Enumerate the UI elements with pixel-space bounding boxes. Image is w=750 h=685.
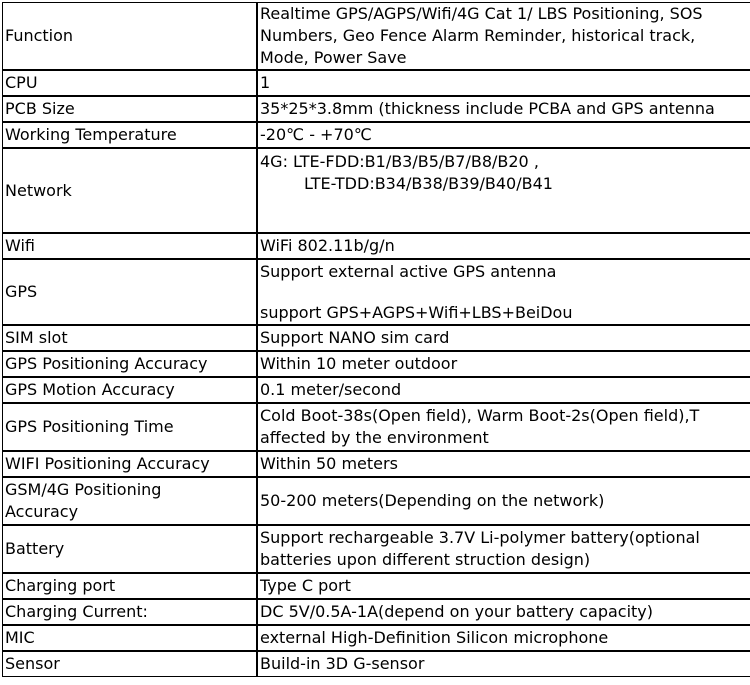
row-value: 4G: LTE-FDD:B1/B3/B5/B7/B8/B20 , LTE-TDD:B34/B38/B39/B40/B41 xyxy=(257,148,750,233)
table-row xyxy=(2,351,750,377)
spec-table xyxy=(2,2,750,677)
table-row xyxy=(2,625,750,651)
table-row xyxy=(2,477,750,525)
table-row xyxy=(2,148,750,233)
row-value: WiFi 802.11b/g/n xyxy=(257,233,750,259)
table-row xyxy=(2,2,750,70)
table-row xyxy=(2,377,750,403)
table-row xyxy=(2,96,750,122)
row-value: Support rechargeable 3.7V Li-polymer battery(optional batteries upon different struction design) xyxy=(257,525,750,573)
table-row xyxy=(2,599,750,625)
row-label: SIM slot xyxy=(2,325,257,351)
row-label: GSM/4G Positioning Accuracy xyxy=(2,477,257,525)
row-value: DC 5V/0.5A-1A(depend on your battery capacity) xyxy=(257,599,750,625)
row-value: Realtime GPS/AGPS/Wifi/4G Cat 1/ LBS Positioning, SOS Numbers, Geo Fence Alarm Reminder, historical track, Mode, Power Save xyxy=(257,2,750,70)
table-row xyxy=(2,233,750,259)
row-label: GPS Positioning Time xyxy=(2,403,257,451)
row-label: GPS Motion Accuracy xyxy=(2,377,257,403)
row-value: external High-Definition Silicon microphone xyxy=(257,625,750,651)
row-label: MIC xyxy=(2,625,257,651)
row-label: Working Temperature xyxy=(2,122,257,148)
row-label: Wifi xyxy=(2,233,257,259)
row-value: Build-in 3D G-sensor xyxy=(257,651,750,677)
row-label: GPS Positioning Accuracy xyxy=(2,351,257,377)
table-row xyxy=(2,325,750,351)
row-label: Battery xyxy=(2,525,257,573)
table-row xyxy=(2,573,750,599)
table-row xyxy=(2,259,750,325)
row-label: WIFI Positioning Accuracy xyxy=(2,451,257,477)
row-value: Type C port xyxy=(257,573,750,599)
row-label: CPU xyxy=(2,70,257,96)
row-value: 0.1 meter/second xyxy=(257,377,750,403)
row-value: -20℃ - +70℃ xyxy=(257,122,750,148)
row-label: PCB Size xyxy=(2,96,257,122)
row-value: 50-200 meters(Depending on the network) xyxy=(257,477,750,525)
row-label: Network xyxy=(2,148,257,233)
row-label: Charging Current: xyxy=(2,599,257,625)
row-label: Charging port xyxy=(2,573,257,599)
row-value: 35*25*3.8mm (thickness include PCBA and GPS antenna xyxy=(257,96,750,122)
table-row xyxy=(2,403,750,451)
row-value: Within 10 meter outdoor xyxy=(257,351,750,377)
row-value: 1 xyxy=(257,70,750,96)
table-row xyxy=(2,70,750,96)
row-value: Cold Boot-38s(Open field), Warm Boot-2s(Open field),T affected by the environment xyxy=(257,403,750,451)
table-row xyxy=(2,122,750,148)
row-value: Support NANO sim card xyxy=(257,325,750,351)
row-label: Sensor xyxy=(2,651,257,677)
table-row xyxy=(2,525,750,573)
row-label: GPS xyxy=(2,259,257,325)
row-value: Within 50 meters xyxy=(257,451,750,477)
row-value: Support external active GPS antenna support GPS+AGPS+Wifi+LBS+BeiDou xyxy=(257,259,750,325)
table-row xyxy=(2,451,750,477)
table-row xyxy=(2,651,750,677)
row-label: Function xyxy=(2,2,257,70)
